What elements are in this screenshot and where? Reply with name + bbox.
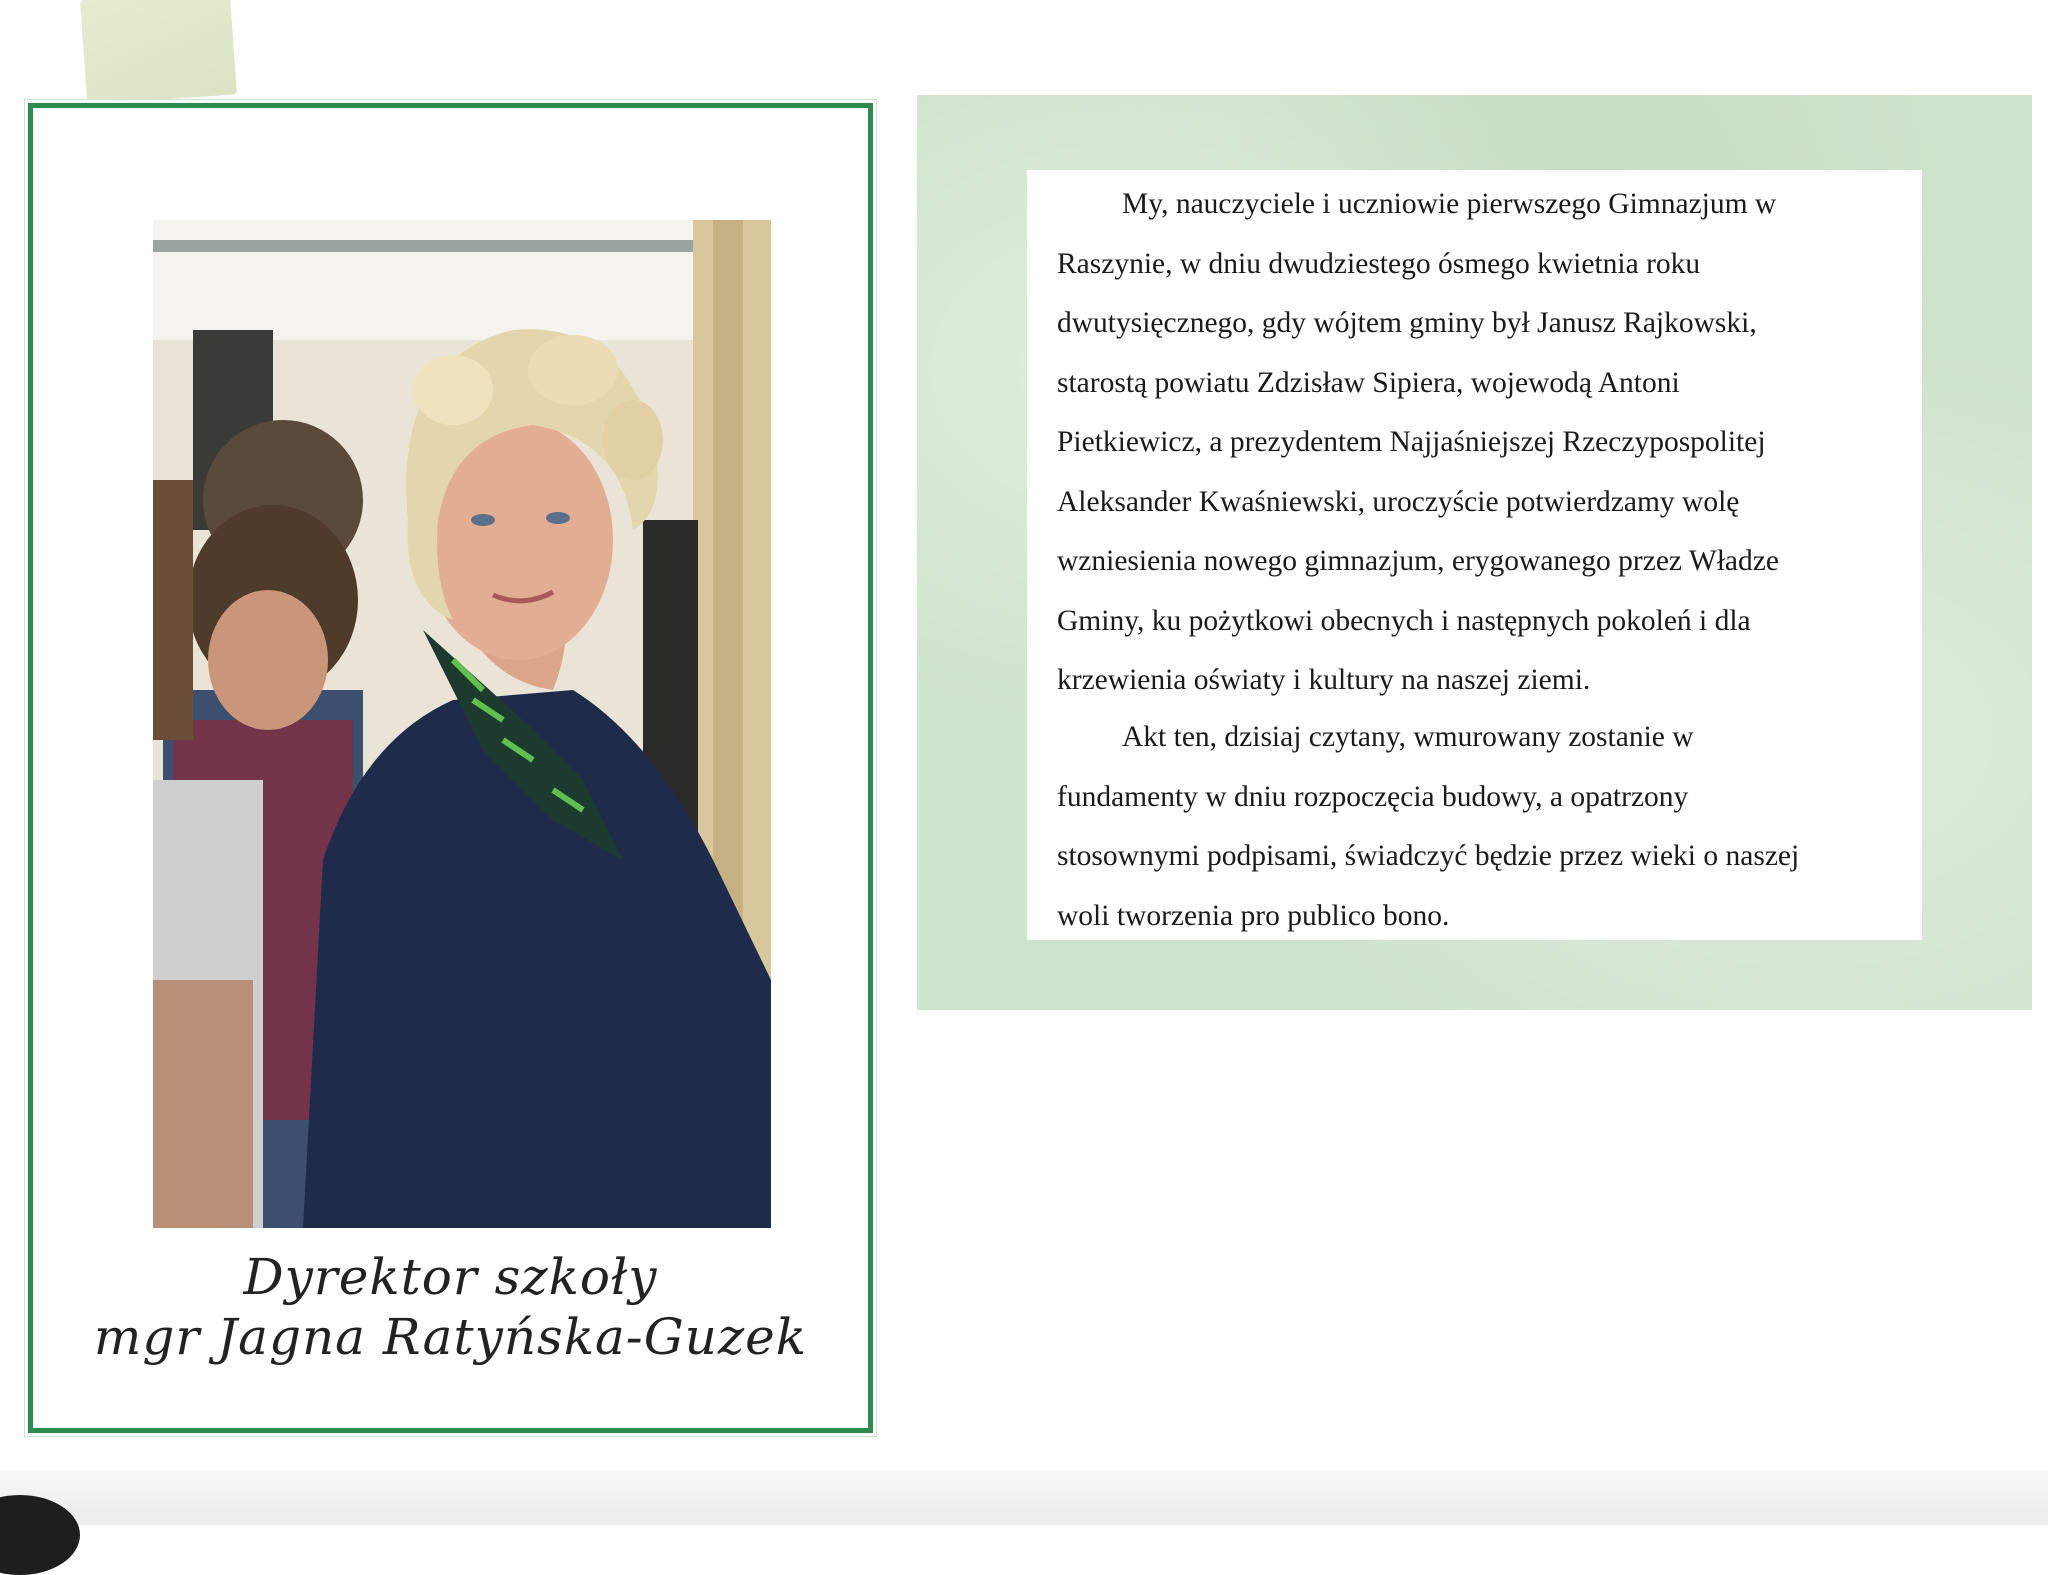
- act-text-panel: [1027, 170, 1922, 940]
- act-paragraph-1: My, nauczyciele i uczniowie pierwszego Gimnazjum w Raszynie, w dniu dwudziestego ósmego kwietnia roku dwutysięcznego, gdy wójtem gminy był Janusz Rajkowski, starostą powiatu Zdzisław Sipiera, wojewodą Antoni Pietkiewicz, a prezydentem Najjaśniejszej Rzeczypospolitej Aleksander Kwaśniewski, uroczyście potwierdzamy wolę wzniesienia nowego gimnazjum, erygowanego przez Władze Gminy, ku pożytkowi obecnych i następnych pokoleń i dla krzewienia oświaty i kultury na naszej ziemi.: [1057, 188, 1779, 696]
- caption-title: Dyrektor szkoły: [243, 1248, 658, 1306]
- portrait-illustration: [153, 220, 771, 1228]
- act-paragraph-2: Akt ten, dzisiaj czytany, wmurowany zostanie w fundamenty w dniu rozpoczęcia budowy, a opatrzony stosownymi podpisami, świadczyć będzie przez wieki o naszej woli tworzenia pro publico bono.: [1057, 721, 1800, 932]
- director-portrait-photo: [153, 220, 771, 1228]
- page-bottom-edge: [0, 1470, 2048, 1525]
- caption-name: mgr Jagna Ratyńska-Guzek: [93, 1308, 808, 1366]
- adhesive-tape: [80, 0, 237, 105]
- portrait-card: [28, 103, 873, 1433]
- act-card: [917, 95, 2032, 1010]
